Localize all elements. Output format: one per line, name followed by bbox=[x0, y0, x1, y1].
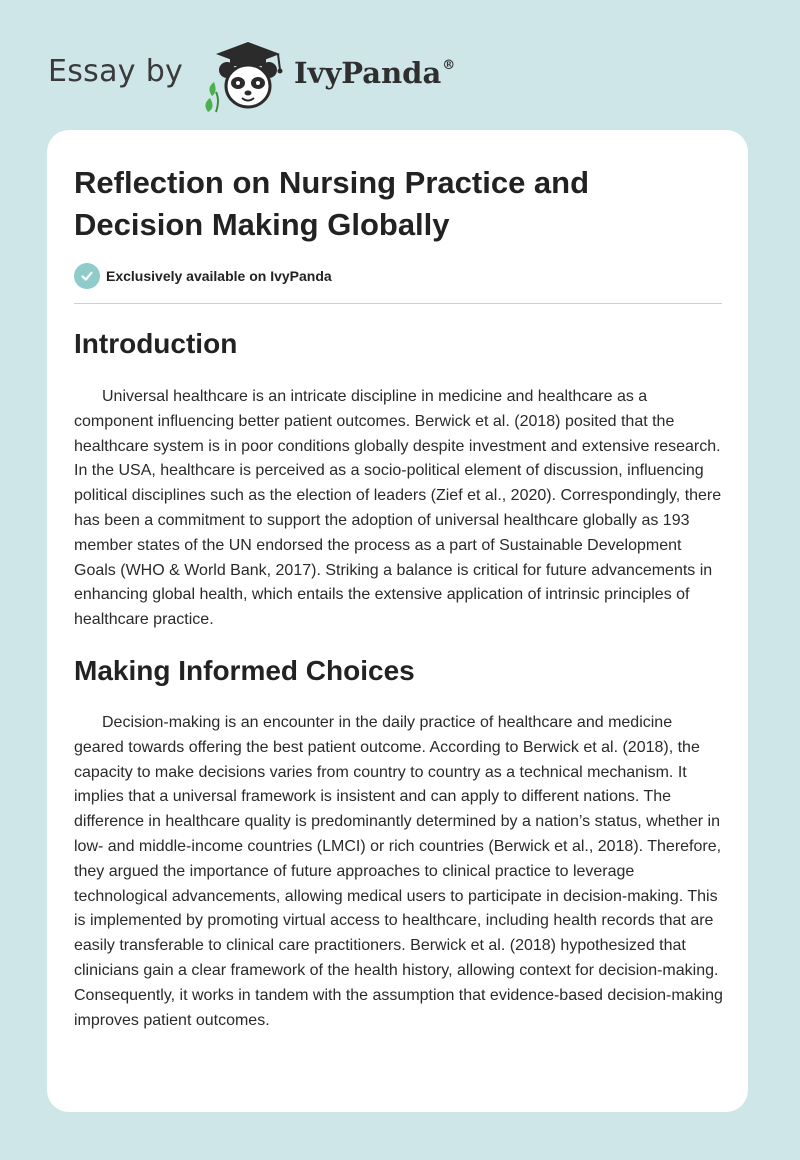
essay-card bbox=[47, 130, 748, 1112]
paragraph-making-informed-choices: Decision-making is an encounter in the daily practice of healthcare and medicine geared towards offering the best patient outcome. According to Berwick et al. (2018), the capacity to make decisions varies from country to country as a technical mechanism. It implies that a universal framework is insistent and can apply to different nations. The difference in healthcare quality is predominantly determined by a nation’s status, whether in low- and middle-income countries (LMCI) or rich countries (Berwick et al., 2018). Therefore, they argued the importance of future approaches to clinical practice to leverage technological advancements, allowing medical users to participate in decision-making. This is implemented by promoting virtual access to healthcare, including health records that are easily transferable to clinical care practitioners. Berwick et al. (2018) hypothesized that clinicians gain a clear framework of the health history, allowing context for decision-making. Consequently, it works in tandem with the assumption that evidence-based decision-making improves patient outcomes. bbox=[74, 714, 723, 1029]
section-heading-making-informed-choices: Making Informed Choices bbox=[74, 655, 415, 686]
site-header bbox=[48, 30, 748, 120]
exclusive-badge bbox=[74, 263, 332, 289]
ivypanda-logo-icon[interactable] bbox=[200, 34, 290, 114]
essay-title: Reflection on Nursing Practice and Decision Making Globally bbox=[74, 165, 590, 242]
brand-name[interactable]: IvyPanda® bbox=[294, 56, 456, 90]
section-heading-introduction: Introduction bbox=[74, 328, 238, 359]
essay-by-label: Essay by bbox=[48, 54, 184, 89]
exclusive-label: Exclusively available on IvyPanda bbox=[106, 268, 332, 284]
check-icon bbox=[74, 263, 100, 289]
paragraph-introduction: Universal healthcare is an intricate discipline in medicine and healthcare as a component influencing better patient outcomes. Berwick et al. (2018) posited that the healthcare system is in poor conditions globally despite investment and extensive research. In the USA, healthcare is perceived as a socio-political element of discussion, influencing political disciplines such as the election of leaders (Zief et al., 2020). Correspondingly, there has been a commitment to support the adoption of universal healthcare globally as 193 member states of the UN endorsed the process as a part of Sustainable Development Goals (WHO & World Bank, 2017). Striking a balance is critical for future advancements in enhancing global health, which entails the extensive application of intrinsic principles of healthcare practice. bbox=[74, 388, 722, 629]
divider bbox=[74, 303, 722, 304]
registered-mark: ® bbox=[442, 58, 456, 73]
